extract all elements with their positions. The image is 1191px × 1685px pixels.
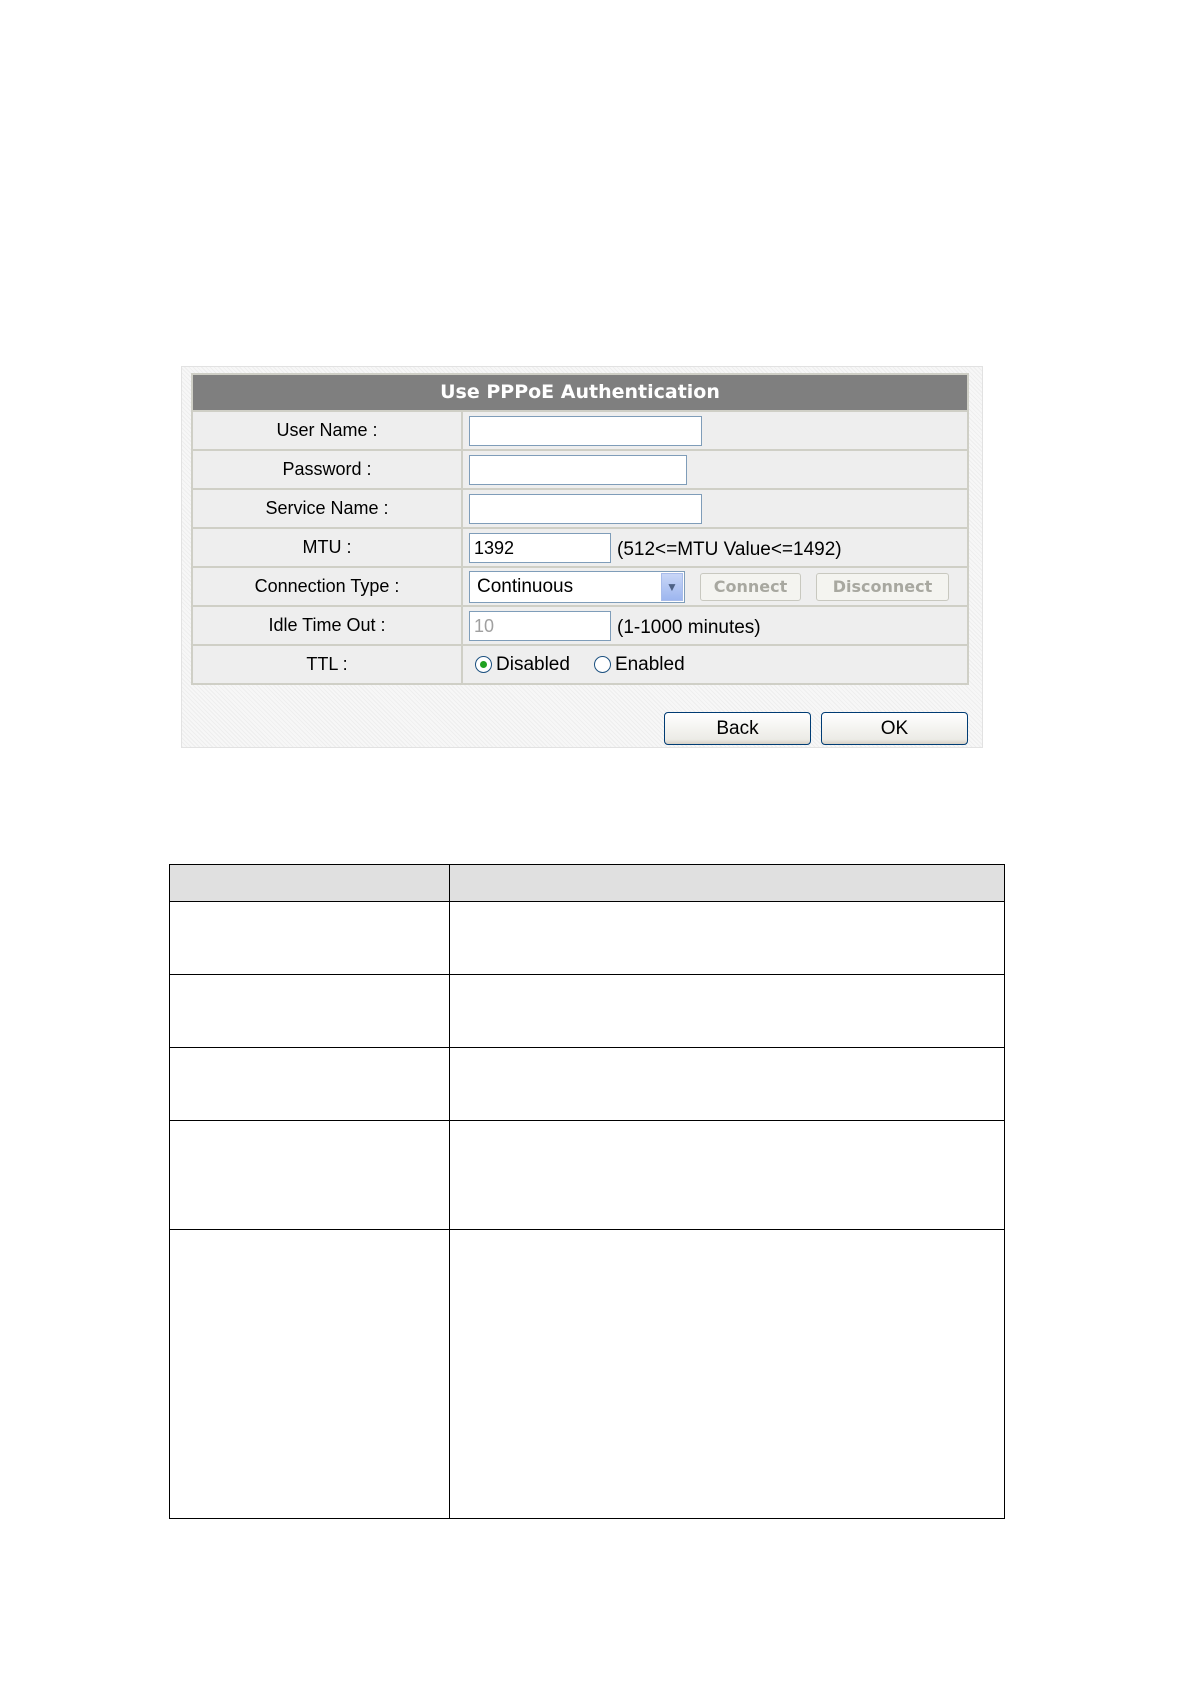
connection-type-select[interactable]: [469, 571, 685, 603]
idle-time-out-input[interactable]: 10: [469, 611, 611, 641]
connection-type-row: [193, 568, 967, 605]
table-cell: [450, 1121, 1005, 1230]
table-cell: [170, 1048, 450, 1121]
connection-type-value: Continuous: [477, 575, 574, 597]
service-name-label: Service Name :: [193, 490, 461, 527]
back-button[interactable]: Back: [664, 712, 811, 745]
table-cell: [170, 1121, 450, 1230]
idle-time-out-label: Idle Time Out :: [193, 607, 461, 644]
ttl-disabled-radio[interactable]: [475, 656, 492, 673]
table-cell: [450, 1230, 1005, 1519]
table-header-row: [170, 865, 1005, 902]
service-name-row: [193, 490, 967, 527]
connection-type-label: Connection Type :: [193, 568, 461, 605]
idle-time-out-row: [193, 607, 967, 644]
mtu-row: [193, 529, 967, 566]
ttl-radio-group: [475, 654, 709, 676]
password-label: Password :: [193, 451, 461, 488]
table-cell: [450, 1048, 1005, 1121]
description-table: [169, 864, 1005, 1519]
idle-time-out-hint: (1-1000 minutes): [617, 616, 761, 638]
table-cell: [170, 902, 450, 975]
radio-checked-icon: [480, 661, 487, 668]
pppoe-settings-panel: [181, 366, 983, 748]
ttl-label: TTL :: [193, 646, 461, 683]
connect-button[interactable]: Connect: [700, 573, 801, 601]
ttl-row: [193, 646, 967, 683]
table-cell: [450, 975, 1005, 1048]
user-name-input[interactable]: [469, 416, 702, 446]
user-name-label: User Name :: [193, 412, 461, 449]
service-name-input[interactable]: [469, 494, 702, 524]
table-cell: [170, 1230, 450, 1519]
ok-button[interactable]: OK: [821, 712, 968, 745]
table-header-cell: [450, 865, 1005, 902]
table-cell: [170, 975, 450, 1048]
ttl-disabled-label[interactable]: Disabled: [496, 653, 570, 675]
mtu-label: MTU :: [193, 529, 461, 566]
pppoe-form-table: [191, 373, 969, 685]
table-row: [170, 1230, 1005, 1519]
table-row: [170, 1048, 1005, 1121]
user-name-row: [193, 412, 967, 449]
mtu-input[interactable]: 1392: [469, 533, 611, 563]
password-input[interactable]: [469, 455, 687, 485]
password-row: [193, 451, 967, 488]
form-title: Use PPPoE Authentication: [193, 375, 967, 410]
table-header-cell: [170, 865, 450, 902]
ttl-enabled-radio[interactable]: [594, 656, 611, 673]
ttl-enabled-label[interactable]: Enabled: [614, 653, 685, 675]
table-row: [170, 902, 1005, 975]
table-row: [170, 1121, 1005, 1230]
mtu-hint: (512<=MTU Value<=1492): [617, 538, 842, 560]
chevron-down-icon[interactable]: ▼: [661, 573, 683, 601]
table-cell: [450, 902, 1005, 975]
table-row: [170, 975, 1005, 1048]
disconnect-button[interactable]: Disconnect: [816, 573, 949, 601]
